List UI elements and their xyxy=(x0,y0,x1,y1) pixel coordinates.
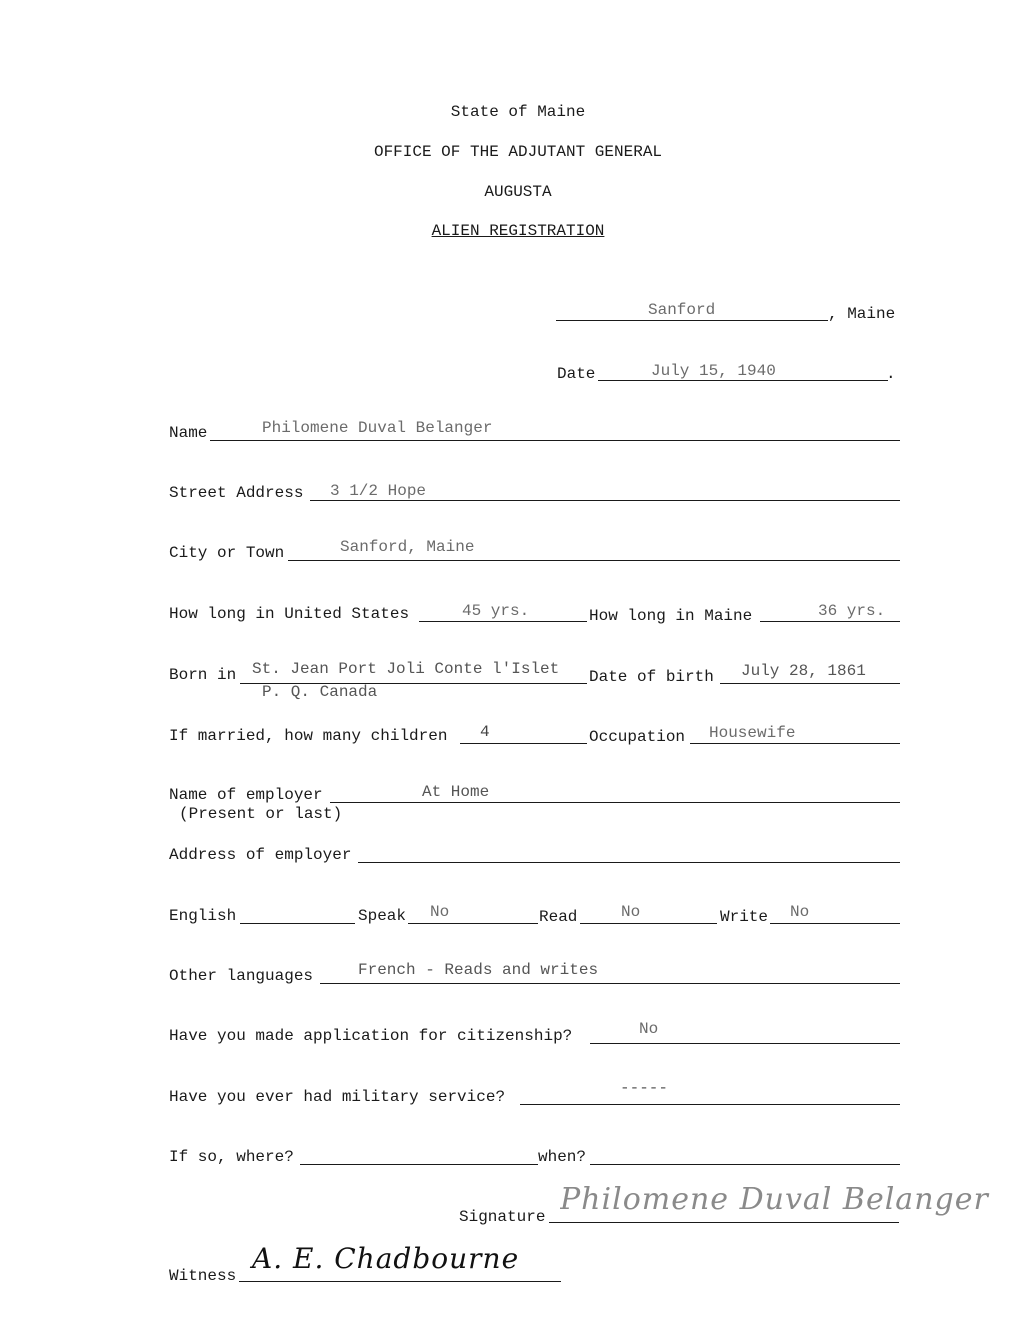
witness-signature: A. E. Chadbourne xyxy=(252,1242,520,1275)
occupation-label: Occupation xyxy=(589,728,686,746)
employer-label: Name of employer xyxy=(169,786,323,804)
town-value: Sanford xyxy=(648,301,716,319)
signature-value: Philomene Duval Belanger xyxy=(560,1182,989,1217)
employer-address-label: Address of employer xyxy=(169,846,352,864)
military-line xyxy=(520,1104,900,1105)
office-heading: OFFICE OF THE ADJUTANT GENERAL xyxy=(373,143,663,161)
military-value: ----- xyxy=(620,1079,669,1097)
where-label: If so, where? xyxy=(169,1148,294,1166)
when-label: when? xyxy=(538,1148,587,1166)
witness-label: Witness xyxy=(169,1267,237,1285)
date-label: Date xyxy=(557,365,596,383)
other-languages-line xyxy=(320,983,900,984)
state-suffix: , Maine xyxy=(828,305,896,323)
name-line xyxy=(210,440,900,441)
children-label: If married, how many children xyxy=(169,727,448,745)
english-label: English xyxy=(169,907,237,925)
date-terminal: . xyxy=(886,365,896,383)
employer-value: At Home xyxy=(422,783,490,801)
dob-line xyxy=(720,683,900,684)
maine-time-label: How long in Maine xyxy=(589,607,753,625)
city-label: City or Town xyxy=(169,544,285,562)
date-value: July 15, 1940 xyxy=(651,362,776,380)
employer-line xyxy=(330,802,900,803)
when-line xyxy=(590,1164,900,1165)
city-heading: AUGUSTA xyxy=(484,183,552,201)
speak-label: Speak xyxy=(358,907,407,925)
street-label: Street Address xyxy=(169,484,304,502)
speak-value: No xyxy=(430,903,450,921)
employer-address-line xyxy=(358,862,900,863)
born-label: Born in xyxy=(169,666,237,684)
name-label: Name xyxy=(169,424,208,442)
signature-line xyxy=(549,1222,899,1223)
us-time-value: 45 yrs. xyxy=(462,602,530,620)
children-value: 4 xyxy=(480,723,490,741)
other-languages-value: French - Reads and writes xyxy=(358,961,599,979)
speak-line xyxy=(408,923,538,924)
maine-time-value: 36 yrs. xyxy=(818,602,886,620)
dob-value: July 28, 1861 xyxy=(741,662,866,680)
form-title: ALIEN REGISTRATION xyxy=(431,222,605,240)
born-value-line2: P. Q. Canada xyxy=(262,683,378,701)
read-value: No xyxy=(621,903,641,921)
employer-sublabel: (Present or last) xyxy=(179,805,343,823)
witness-line xyxy=(239,1281,561,1282)
city-value: Sanford, Maine xyxy=(340,538,475,556)
english-line xyxy=(240,923,355,924)
occupation-line xyxy=(690,743,900,744)
citizenship-value: No xyxy=(639,1020,659,1038)
us-time-line xyxy=(419,621,587,622)
state-heading: State of Maine xyxy=(450,103,586,121)
read-line xyxy=(580,923,717,924)
citizenship-line xyxy=(590,1043,900,1044)
write-label: Write xyxy=(720,908,769,926)
born-value: St. Jean Port Joli Conte l'Islet xyxy=(252,660,560,678)
write-line xyxy=(770,923,900,924)
occupation-value: Housewife xyxy=(709,724,796,742)
dob-label: Date of birth xyxy=(589,668,714,686)
write-value: No xyxy=(790,903,810,921)
city-line xyxy=(288,560,900,561)
us-time-label: How long in United States xyxy=(169,605,410,623)
where-line xyxy=(300,1164,538,1165)
maine-time-line xyxy=(760,621,900,622)
signature-label: Signature xyxy=(459,1208,546,1226)
name-value: Philomene Duval Belanger xyxy=(262,419,493,437)
other-languages-label: Other languages xyxy=(169,967,314,985)
military-label: Have you ever had military service? xyxy=(169,1088,506,1106)
citizenship-label: Have you made application for citizenship? xyxy=(169,1027,573,1045)
street-value: 3 1/2 Hope xyxy=(330,482,427,500)
town-line xyxy=(556,320,828,321)
read-label: Read xyxy=(539,908,578,926)
children-line xyxy=(460,743,587,744)
